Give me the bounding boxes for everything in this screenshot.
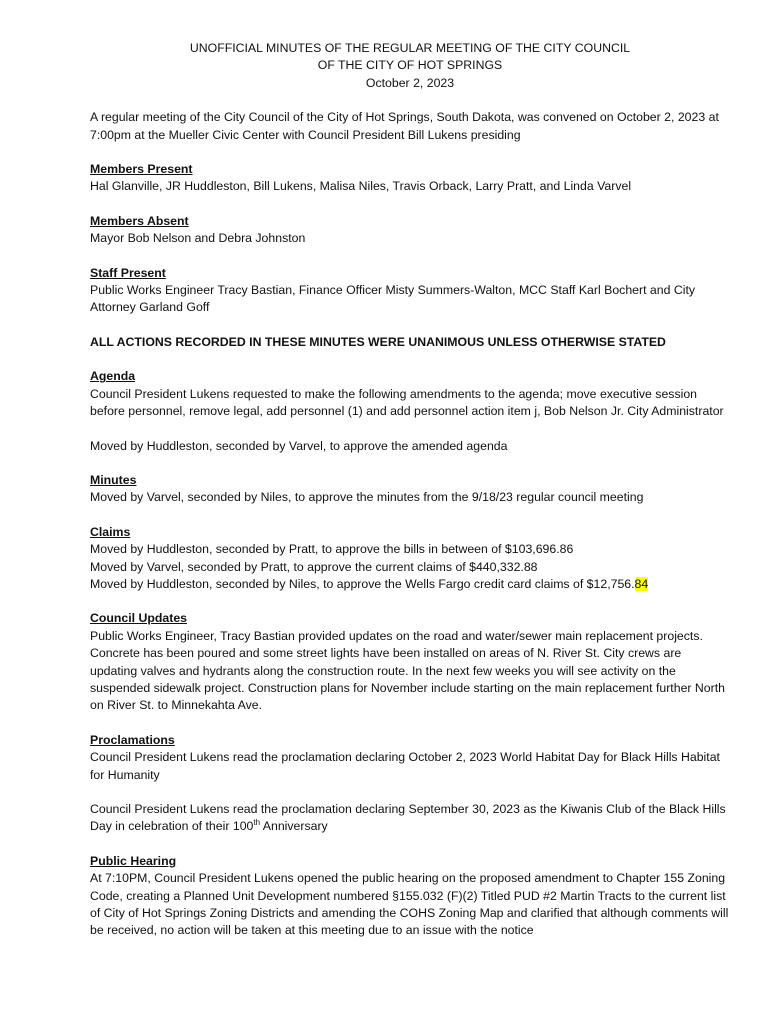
public-hearing-section <box>90 853 730 940</box>
agenda-section <box>90 368 730 455</box>
council-updates-section <box>90 610 730 714</box>
unanimous-notice: ALL ACTIONS RECORDED IN THESE MINUTES WERE UNANIMOUS UNLESS OTHERWISE STATED <box>90 334 666 349</box>
council-updates-heading: Council Updates <box>90 611 188 626</box>
staff-present-heading: Staff Present <box>90 265 166 280</box>
agenda-heading: Agenda <box>90 369 136 384</box>
claims-line-3-text: Moved by Huddleston, seconded by Niles, to approve the Wells Fargo credit card claims of $12,756. <box>90 576 635 591</box>
claims-line-2: Moved by Varvel, seconded by Pratt, to approve the current claims of $440,332.88 <box>90 559 538 574</box>
proclamation-2-text-main: Council President Lukens read the proclamation declaring September 30, 2023 as the Kiwanis Club of the Black Hills Day in celebration of their 100 <box>90 802 726 834</box>
members-absent-section <box>90 213 730 248</box>
council-updates-text: Public Works Engineer, Tracy Bastian provided updates on the road and water/sewer main replacement projects. Concrete has been poured and some street lights have been installed on areas of N. River St. City crews are updating valves and hydrants along the construction route. In the next few weeks you will see activity on the suspended sidewalk project. Construction plans for November include starting on the main replacement further North on River St. to Minnekahta Ave. <box>90 628 725 713</box>
claims-section <box>90 524 730 594</box>
proclamation-2-superscript: th <box>253 818 261 828</box>
agenda-text: Council President Lukens requested to make the following amendments to the agenda; move executive session before personnel, remove legal, add personnel (1) and add personnel action item j, Bob Nelson Jr. City Administrator <box>90 386 724 419</box>
document-page <box>90 40 730 940</box>
proclamations-heading: Proclamations <box>90 732 175 747</box>
members-present-text: Hal Glanville, JR Huddleston, Bill Lukens, Malisa Niles, Travis Orback, Larry Pratt, and Linda Varvel <box>90 179 632 194</box>
staff-present-text: Public Works Engineer Tracy Bastian, Finance Officer Misty Summers-Walton, MCC Staff Karl Bochert and City Attorney Garland Goff <box>90 283 696 315</box>
claims-heading: Claims <box>90 524 131 539</box>
document-header <box>90 40 730 92</box>
header-title-line-2: OF THE CITY OF HOT SPRINGS <box>317 58 503 73</box>
members-present-section <box>90 161 730 196</box>
proclamation-2-text <box>90 801 730 836</box>
minutes-text: Moved by Varvel, seconded by Niles, to approve the minutes from the 9/18/23 regular council meeting <box>90 490 644 505</box>
header-title-line-1: UNOFFICIAL MINUTES OF THE REGULAR MEETING OF THE CITY COUNCIL <box>189 41 631 55</box>
claims-highlighted-cents: 84 <box>634 576 649 591</box>
members-absent-heading: Members Absent <box>90 213 189 228</box>
staff-present-section <box>90 265 730 317</box>
members-absent-text: Mayor Bob Nelson and Debra Johnston <box>90 231 306 246</box>
members-present-heading: Members Present <box>90 162 193 177</box>
claims-line-1: Moved by Huddleston, seconded by Pratt, to approve the bills in between of $103,696.86 <box>90 542 574 557</box>
proclamation-2-text-end: Anniversary <box>260 819 328 834</box>
claims-line-3 <box>90 576 730 593</box>
header-date: October 2, 2023 <box>365 75 455 90</box>
proclamations-section <box>90 732 730 836</box>
minutes-heading: Minutes <box>90 472 137 487</box>
agenda-motion: Moved by Huddleston, seconded by Varvel, to approve the amended agenda <box>90 438 508 453</box>
intro-paragraph: A regular meeting of the City Council of the City of Hot Springs, South Dakota, was convened on October 2, 2023 at 7:00pm at the Mueller Civic Center with Council President Bill Lukens presiding <box>90 110 719 142</box>
unanimous-notice-section <box>90 334 730 351</box>
public-hearing-heading: Public Hearing <box>90 853 177 868</box>
proclamation-1-text: Council President Lukens read the proclamation declaring October 2, 2023 World Habitat Day for Black Hills Habitat for Humanity <box>90 750 720 782</box>
minutes-section <box>90 472 730 507</box>
public-hearing-text: At 7:10PM, Council President Lukens opened the public hearing on the proposed amendment to Chapter 155 Zoning Code, creating a Planned Unit Development numbered §155.032 (F)(2) Titled PUD #2 Martin Tracts to the current list of City of Hot Springs Zoning Districts and amending the COHS Zoning Map and clarified that although comments will be received, no action will be taken at this meeting due to an issue with the notice <box>90 871 729 938</box>
